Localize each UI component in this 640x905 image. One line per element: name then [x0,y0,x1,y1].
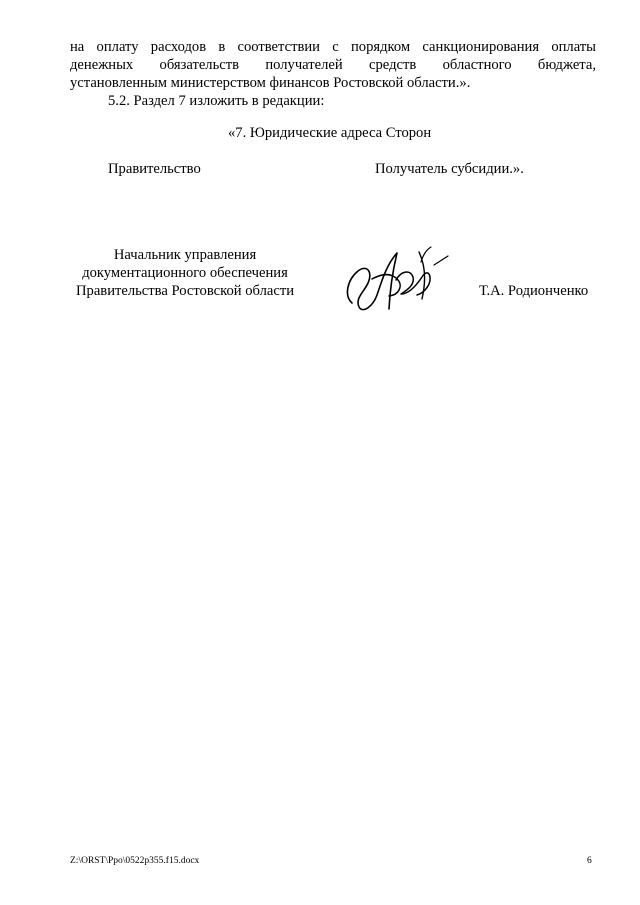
signatory-title-line-3: Правительства Ростовской области [75,283,295,299]
paragraph-line-3: установленным министерством финансов Ростовской области.». [70,75,471,91]
party-right-label: Получатель субсидии.». [375,161,524,177]
handwritten-signature-icon [342,240,454,316]
section-heading: «7. Юридические адреса Сторон [228,125,432,141]
signatory-title-line-2: документационного обеспечения [82,265,288,281]
clause-5-2: 5.2. Раздел 7 изложить в редакции: [108,93,325,109]
paragraph-line-1: на оплату расходов в соответствии с порядком санкционирования оплаты [70,39,596,55]
footer-file-path: Z:\ORST\Ppo\0522p355.f15.docx [70,856,200,866]
party-left-label: Правительство [108,161,201,177]
footer-page-number: 6 [587,856,592,866]
signatory-title-line-1: Начальник управления [113,247,257,263]
signatory-name: Т.А. Родионченко [479,283,589,299]
paragraph-line-2: денежных обязательств получателей средств областного бюджета, [70,57,596,73]
